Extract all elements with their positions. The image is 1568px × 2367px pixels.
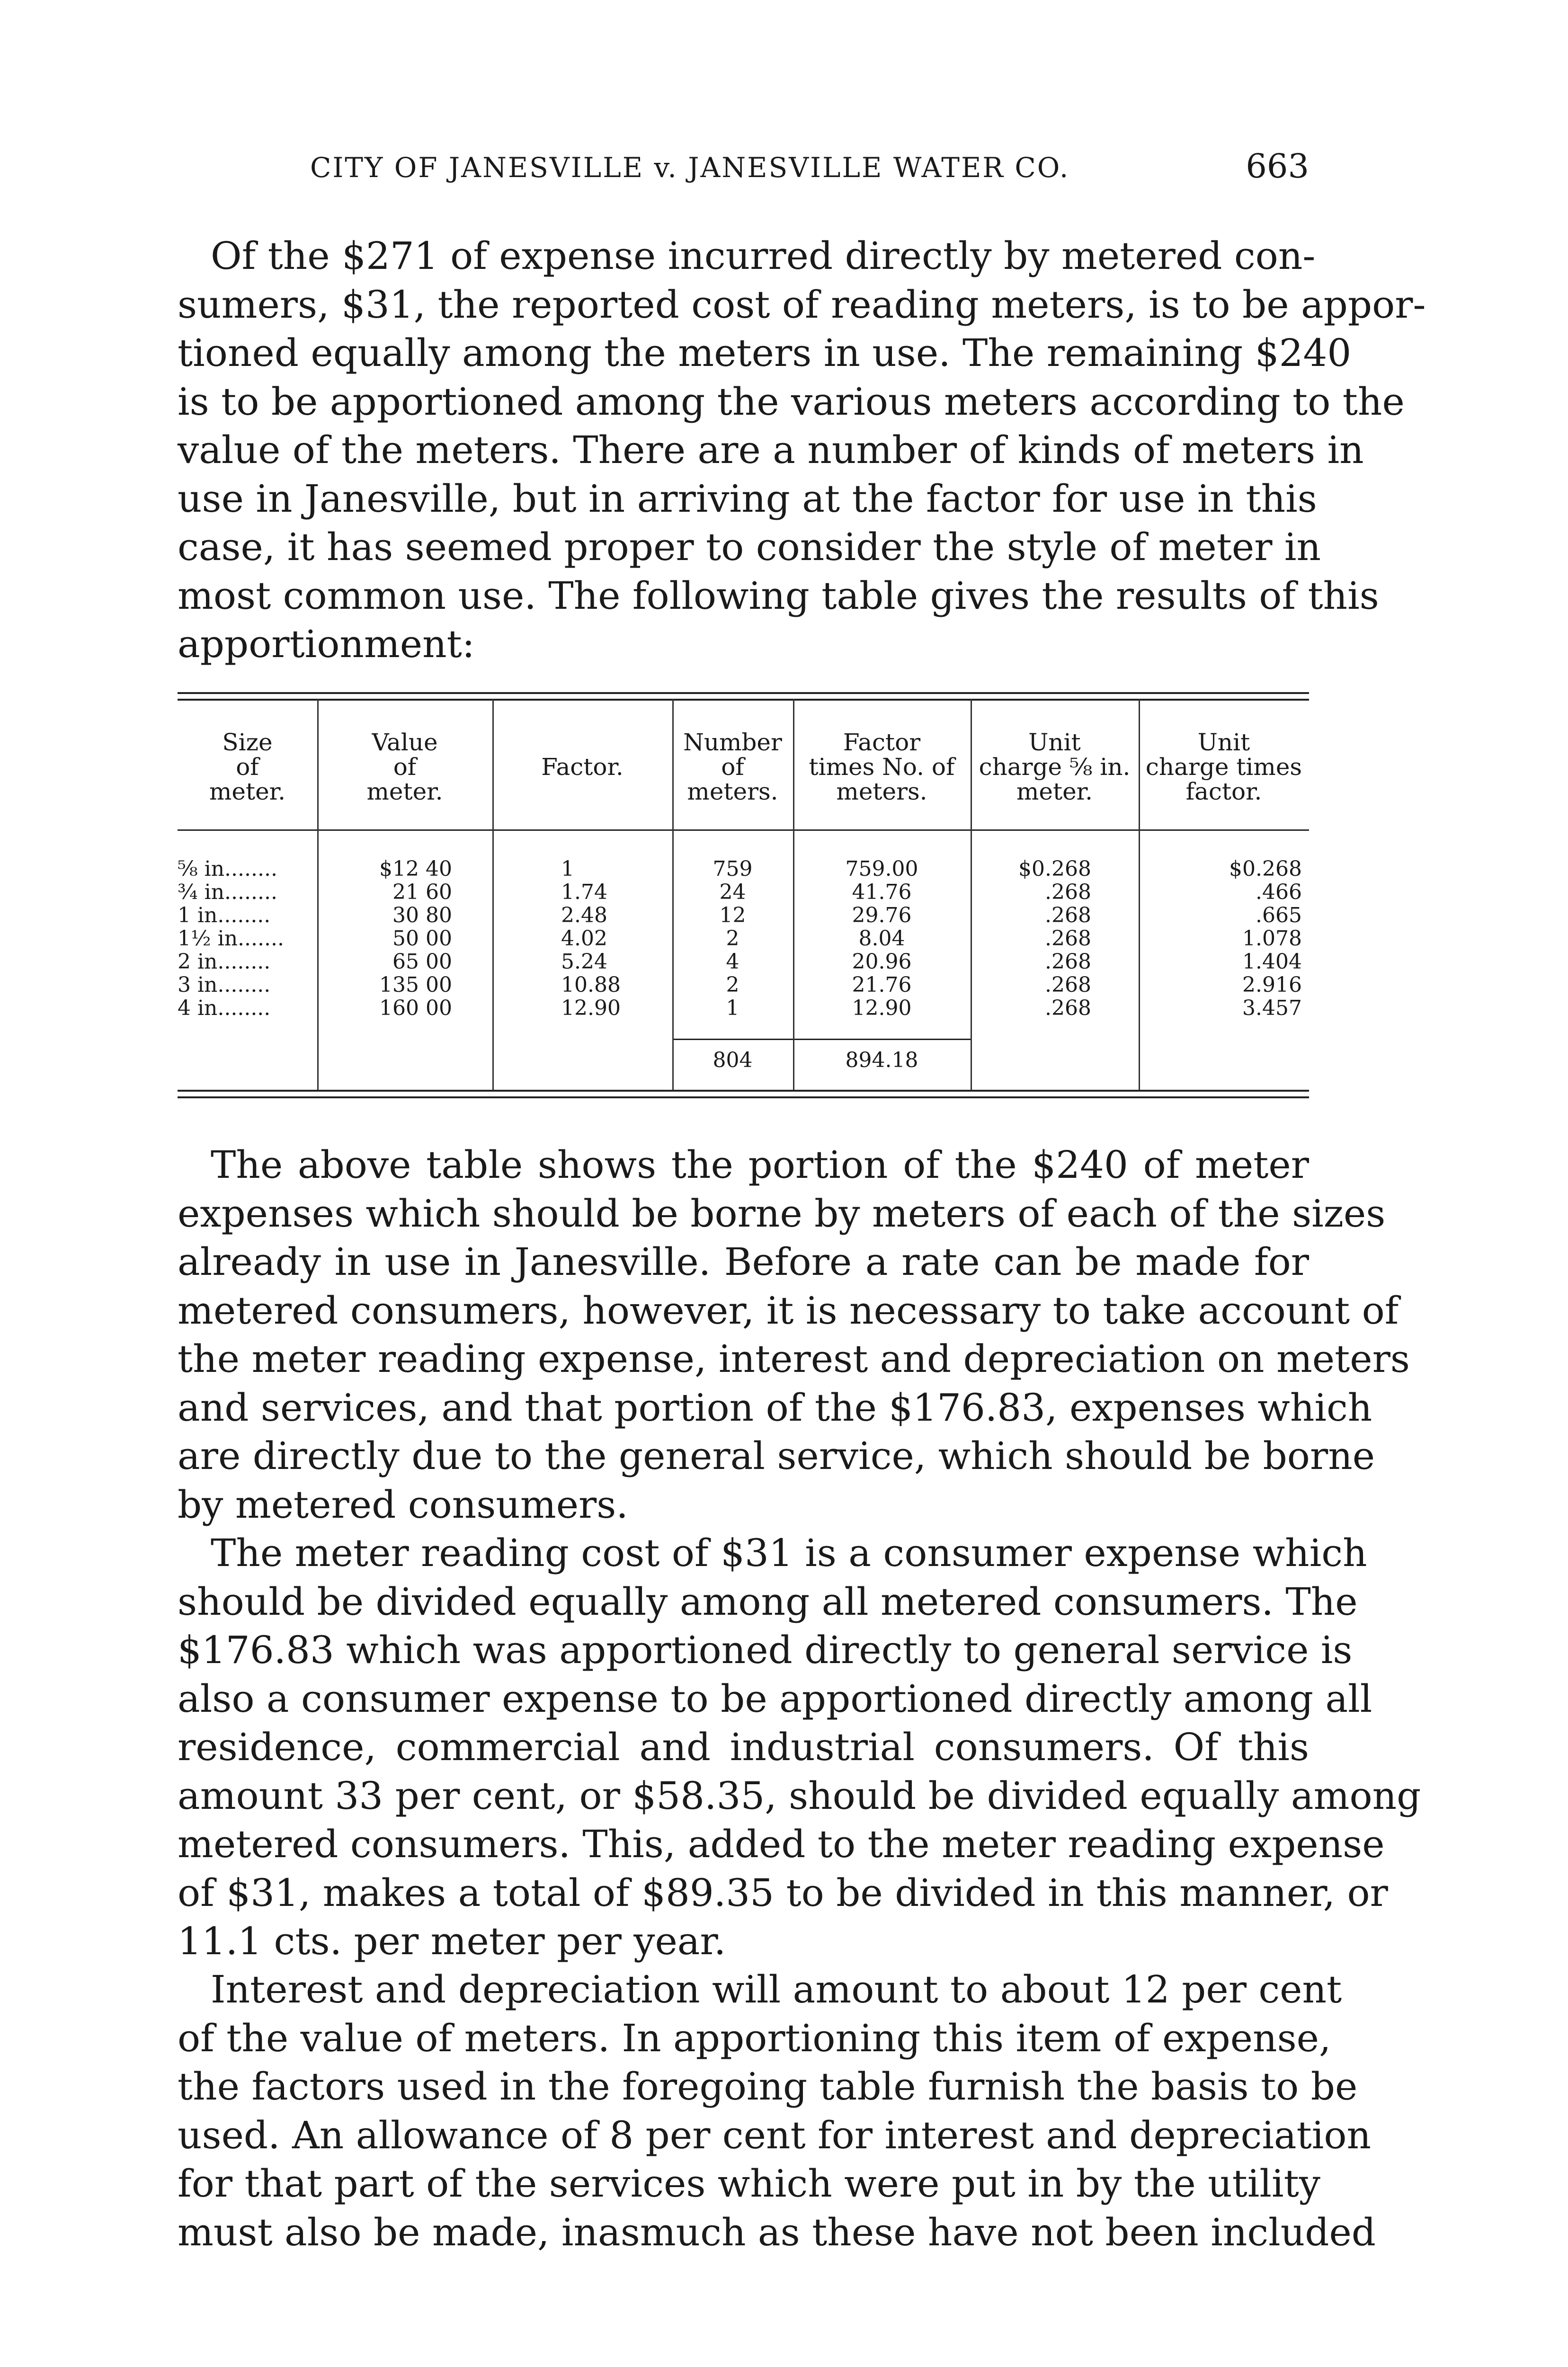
- cell-factor-times: 29.76: [852, 903, 912, 927]
- text-line: expenses which should be borne by meters of each of the sizes: [178, 1191, 1386, 1236]
- page-number: 663: [1246, 147, 1309, 186]
- cell-number: 2: [726, 973, 739, 997]
- cell-size: 2 in........: [178, 950, 271, 974]
- cell-number: 4: [726, 950, 739, 974]
- cell-unit-times-factor: .466: [1256, 880, 1302, 904]
- text-line: must also be made, inasmuch as these have not been included: [178, 2210, 1376, 2254]
- cell-factor: 2.48: [561, 903, 607, 927]
- table-row: [178, 973, 1309, 996]
- text-line: and services, and that portion of the $176.83, expenses which: [178, 1385, 1372, 1430]
- text-line: metered consumers. This, added to the meter reading expense: [178, 1822, 1385, 1866]
- text-line: Of the $271 of expense incurred directly by metered con-: [211, 234, 1316, 278]
- text-line: most common use. The following table gives the results of this: [178, 573, 1379, 618]
- cell-factor: 4.02: [561, 926, 607, 951]
- text-line: by metered consumers.: [178, 1482, 628, 1527]
- header-factor: Factor.: [541, 753, 624, 781]
- cell-size: 1 in........: [178, 903, 271, 927]
- cell-number: 759: [713, 857, 753, 881]
- total-factor-times: 894.18: [845, 1048, 918, 1072]
- cell-factor-times: 21.76: [852, 973, 912, 997]
- cell-value: $12 40: [379, 857, 452, 881]
- text-line: residence, commercial and industrial consumers. Of this: [178, 1725, 1309, 1769]
- text-line: use in Janesville, but in arriving at the factor for use in this: [178, 476, 1317, 521]
- cell-unit-times-factor: $0.268: [1229, 857, 1302, 881]
- cell-factor-times: 12.90: [852, 996, 912, 1020]
- text-line: The meter reading cost of $31 is a consumer expense which: [211, 1531, 1367, 1575]
- text-line: for that part of the services which were put in by the utility: [178, 2162, 1320, 2206]
- cell-unit-times-factor: 2.916: [1242, 973, 1302, 997]
- table-row: [178, 996, 1309, 1019]
- header-factor-times: Factor times No. of meters.: [809, 729, 955, 805]
- text-line: already in use in Janesville. Before a rate can be made for: [178, 1240, 1309, 1284]
- text-line: of $31, makes a total of $89.35 to be divided in this manner, or: [178, 1870, 1388, 1915]
- table-row: [178, 950, 1309, 973]
- cell-factor-times: 20.96: [852, 950, 912, 974]
- cell-number: 1: [726, 996, 739, 1020]
- text-line: apportionment:: [178, 622, 475, 666]
- cell-factor: 1.74: [561, 880, 607, 904]
- table-row: [178, 903, 1309, 926]
- cell-size: 1½ in.......: [178, 926, 284, 951]
- cell-size: ⅝ in........: [178, 857, 277, 881]
- cell-size: 3 in........: [178, 973, 271, 997]
- cell-value: 30 80: [392, 903, 452, 927]
- cell-factor-times: 41.76: [852, 880, 912, 904]
- cell-factor: 1: [561, 857, 574, 881]
- cell-unit-times-factor: 1.404: [1242, 950, 1302, 974]
- cell-size: ¾ in........: [178, 880, 277, 904]
- text-line: also a consumer expense to be apportioned directly among all: [178, 1676, 1372, 1721]
- cell-value: 50 00: [392, 926, 452, 951]
- text-line: are directly due to the general service, which should be borne: [178, 1434, 1375, 1478]
- header-unit-charge: Unit charge ⅝ in. meter.: [979, 729, 1131, 805]
- paragraph-3: [178, 1529, 1421, 1966]
- text-line: The above table shows the portion of the $240 of meter: [211, 1143, 1309, 1187]
- header-unit-times-factor: Unit charge times factor.: [1145, 729, 1302, 805]
- total-rule: [672, 1039, 971, 1040]
- cell-factor: 12.90: [561, 996, 621, 1020]
- text-line: Interest and depreciation will amount to about 12 per cent: [211, 1967, 1342, 2011]
- text-line: tioned equally among the meters in use. The remaining $240: [178, 331, 1352, 375]
- cell-value: 65 00: [392, 950, 452, 974]
- cell-unit-times-factor: 1.078: [1242, 926, 1302, 951]
- total-number: 804: [713, 1048, 753, 1072]
- cell-unit-charge: .268: [1045, 996, 1091, 1020]
- cell-number: 24: [719, 880, 746, 904]
- cell-unit-charge: .268: [1045, 973, 1091, 997]
- running-head: CITY OF JANESVILLE v. JANESVILLE WATER CO.: [310, 151, 1070, 184]
- page-header: [178, 142, 1309, 194]
- table-total-row: [178, 1048, 1309, 1077]
- text-line: sumers, $31, the reported cost of reading meters, is to be appor-: [178, 282, 1426, 327]
- table-bottom-rule-2: [178, 1096, 1309, 1098]
- text-line: case, it has seemed proper to consider the style of meter in: [178, 525, 1321, 569]
- text-line: of the value of meters. In apportioning this item of expense,: [178, 2016, 1331, 2060]
- table-bottom-rule: [178, 1090, 1309, 1092]
- cell-unit-times-factor: .665: [1256, 903, 1302, 927]
- text-line: the meter reading expense, interest and depreciation on meters: [178, 1337, 1410, 1381]
- text-line: used. An allowance of 8 per cent for interest and depreciation: [178, 2113, 1372, 2157]
- cell-unit-times-factor: 3.457: [1242, 996, 1302, 1020]
- cell-size: 4 in........: [178, 996, 271, 1020]
- table-row: [178, 926, 1309, 950]
- header-size: Size of meter.: [209, 729, 285, 805]
- text-line: metered consumers, however, it is necessary to take account of: [178, 1288, 1399, 1333]
- header-number: Number of meters.: [683, 729, 782, 805]
- cell-unit-charge: $0.268: [1018, 857, 1091, 881]
- text-line: $176.83 which was apportioned directly to general service is: [178, 1628, 1353, 1672]
- paragraph-1: [178, 232, 1426, 669]
- text-line: the factors used in the foregoing table furnish the basis to be: [178, 2064, 1358, 2109]
- cell-value: 160 00: [379, 996, 452, 1020]
- cell-factor-times: 759.00: [845, 857, 918, 881]
- table-row: [178, 857, 1309, 880]
- table-row: [178, 880, 1309, 903]
- meter-table: [178, 692, 1309, 1100]
- cell-unit-charge: .268: [1045, 903, 1091, 927]
- cell-unit-charge: .268: [1045, 926, 1091, 951]
- cell-number: 12: [719, 903, 746, 927]
- cell-unit-charge: .268: [1045, 950, 1091, 974]
- cell-value: 135 00: [379, 973, 452, 997]
- paragraph-4: [178, 1966, 1376, 2257]
- text-line: is to be apportioned among the various meters according to the: [178, 379, 1405, 424]
- cell-unit-charge: .268: [1045, 880, 1091, 904]
- header-value: Value of meter.: [366, 729, 443, 805]
- cell-number: 2: [726, 926, 739, 951]
- text-line: 11.1 cts. per meter per year.: [178, 1919, 726, 1963]
- cell-factor-times: 8.04: [858, 926, 905, 951]
- cell-factor: 10.88: [561, 973, 621, 997]
- cell-factor: 5.24: [561, 950, 607, 974]
- cell-value: 21 60: [392, 880, 452, 904]
- text-line: value of the meters. There are a number of kinds of meters in: [178, 428, 1364, 472]
- text-line: should be divided equally among all metered consumers. The: [178, 1579, 1358, 1624]
- text-line: amount 33 per cent, or $58.35, should be divided equally among: [178, 1773, 1421, 1818]
- table-top-rule: [178, 692, 1309, 694]
- paragraph-2: [178, 1141, 1410, 1529]
